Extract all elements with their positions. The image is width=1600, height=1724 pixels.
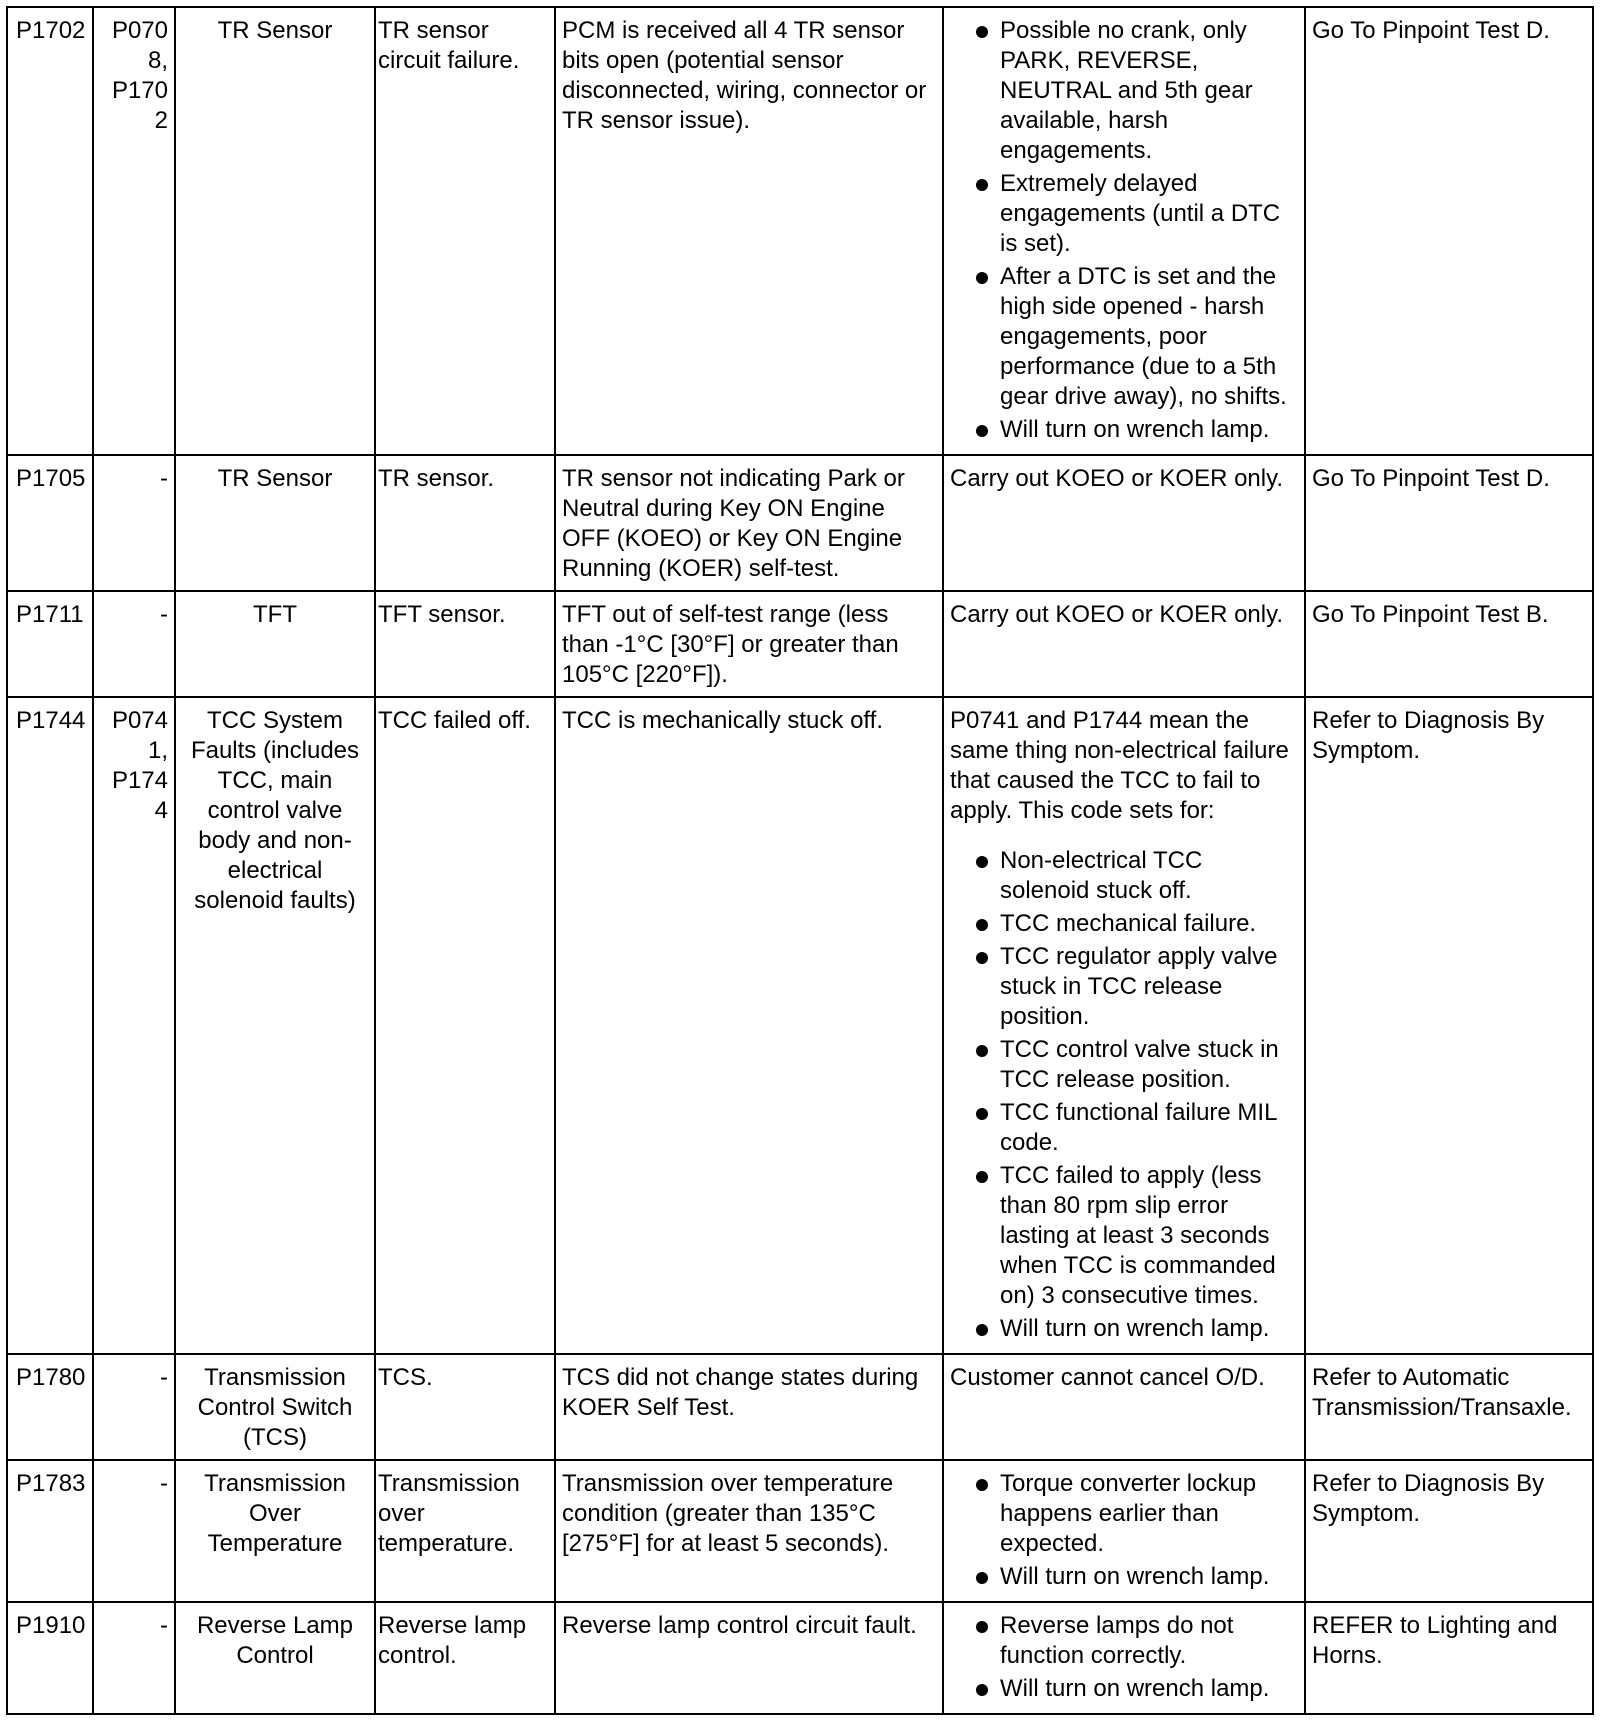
action-cell	[1305, 1460, 1593, 1602]
action-cell	[1305, 591, 1593, 697]
symptoms-list	[950, 1469, 1298, 1592]
component-cell	[175, 1460, 375, 1602]
symptom-item: Will turn on wrench lamp.	[950, 415, 1298, 445]
condition-cell	[555, 591, 943, 697]
component: TR Sensor	[217, 465, 333, 492]
dtc-table-body	[7, 7, 1593, 1714]
related-codes-cell	[93, 697, 175, 1354]
component-cell	[175, 1602, 375, 1714]
action-cell	[1305, 1602, 1593, 1714]
dtc-code-cell	[7, 1460, 93, 1602]
dtc-code: P1702	[16, 17, 86, 44]
condition: TR sensor not indicating Park or Neutral during Key ON Engine OFF (KOEO) or Key ON Engine Running (KOER) self-test.	[562, 465, 905, 582]
related-codes: -	[160, 1364, 168, 1391]
table-row	[7, 697, 1593, 1354]
description-cell	[375, 1602, 555, 1714]
related-codes-cell	[93, 7, 175, 455]
condition-cell	[555, 697, 943, 1354]
dtc-code-cell	[7, 7, 93, 455]
description: TFT sensor.	[378, 601, 506, 628]
action-cell	[1305, 1354, 1593, 1460]
description-cell	[375, 7, 555, 455]
symptom-item: TCC mechanical failure.	[950, 909, 1298, 939]
component: TR Sensor	[217, 17, 333, 44]
component-cell	[175, 591, 375, 697]
related-codes-cell	[93, 455, 175, 591]
component-cell	[175, 1354, 375, 1460]
symptoms-cell	[943, 1602, 1305, 1714]
component-cell	[175, 455, 375, 591]
action-cell	[1305, 455, 1593, 591]
symptoms-intro: Carry out KOEO or KOER only.	[950, 465, 1283, 492]
symptoms-list	[950, 1611, 1298, 1704]
symptoms-list	[950, 846, 1298, 1344]
action: REFER to Lighting and Horns.	[1312, 1612, 1558, 1669]
dtc-code-cell	[7, 697, 93, 1354]
table-row	[7, 7, 1593, 455]
condition: TCC is mechanically stuck off.	[562, 707, 883, 734]
related-codes-cell	[93, 591, 175, 697]
condition: PCM is received all 4 TR sensor bits open (potential sensor disconnected, wiring, connector or TR sensor issue).	[562, 17, 927, 134]
description-cell	[375, 1460, 555, 1602]
condition: TFT out of self-test range (less than -1°C [30°F] or greater than 105°C [220°F]).	[562, 601, 899, 688]
action: Refer to Diagnosis By Symptom.	[1312, 1470, 1545, 1527]
condition-cell	[555, 1602, 943, 1714]
related-codes-cell	[93, 1602, 175, 1714]
action: Refer to Diagnosis By Symptom.	[1312, 707, 1545, 764]
description-cell	[375, 697, 555, 1354]
action: Go To Pinpoint Test D.	[1312, 465, 1550, 492]
symptom-item: Will turn on wrench lamp.	[950, 1314, 1298, 1344]
symptoms-cell	[943, 7, 1305, 455]
component: Reverse Lamp Control	[196, 1612, 354, 1669]
condition: Reverse lamp control circuit fault.	[562, 1612, 917, 1639]
component: Transmission Over Temperature	[204, 1470, 346, 1557]
dtc-table	[6, 6, 1594, 1715]
condition: Transmission over temperature condition (greater than 135°C [275°F] for at least 5 seconds).	[562, 1470, 894, 1557]
symptoms-cell	[943, 1354, 1305, 1460]
action: Go To Pinpoint Test B.	[1312, 601, 1549, 628]
related-codes: -	[160, 1612, 168, 1639]
description: Transmission over temperature.	[378, 1470, 520, 1557]
description-cell	[375, 455, 555, 591]
symptom-item: Reverse lamps do not function correctly.	[950, 1611, 1298, 1671]
dtc-code: P1744	[16, 707, 86, 734]
table-row	[7, 455, 1593, 591]
symptom-item: Torque converter lockup happens earlier than expected.	[950, 1469, 1298, 1559]
condition: TCS did not change states during KOER Self Test.	[562, 1364, 919, 1421]
component-cell	[175, 7, 375, 455]
symptom-item: TCC failed to apply (less than 80 rpm slip error lasting at least 3 seconds when TCC is commanded on) 3 consecutive times.	[950, 1161, 1298, 1311]
action: Go To Pinpoint Test D.	[1312, 17, 1550, 44]
dtc-code-cell	[7, 591, 93, 697]
table-row	[7, 1602, 1593, 1714]
description: TCC failed off.	[378, 707, 531, 734]
symptoms-list	[950, 16, 1298, 445]
action-cell	[1305, 7, 1593, 455]
dtc-code-cell	[7, 455, 93, 591]
symptoms-cell	[943, 591, 1305, 697]
dtc-code-cell	[7, 1602, 93, 1714]
description: TCS.	[378, 1364, 433, 1391]
dtc-code-cell	[7, 1354, 93, 1460]
related-codes-cell	[93, 1460, 175, 1602]
component: Transmission Control Switch (TCS)	[197, 1364, 353, 1451]
symptom-item: Will turn on wrench lamp.	[950, 1674, 1298, 1704]
symptoms-cell	[943, 455, 1305, 591]
related-codes: P0708, P1702	[111, 17, 168, 134]
symptom-item: Will turn on wrench lamp.	[950, 1562, 1298, 1592]
symptom-item: TCC functional failure MIL code.	[950, 1098, 1298, 1158]
component-cell	[175, 697, 375, 1354]
dtc-code: P1711	[16, 601, 84, 628]
symptom-item: Possible no crank, only PARK, REVERSE, NEUTRAL and 5th gear available, harsh engagements.	[950, 16, 1298, 166]
action-cell	[1305, 697, 1593, 1354]
symptom-item: Non-electrical TCC solenoid stuck off.	[950, 846, 1298, 906]
component: TCC System Faults (includes TCC, main control valve body and non-electrical solenoid faults)	[190, 707, 360, 914]
related-codes: -	[160, 1470, 168, 1497]
description: TR sensor.	[378, 465, 495, 492]
condition-cell	[555, 1354, 943, 1460]
table-row	[7, 1354, 1593, 1460]
symptoms-intro: Customer cannot cancel O/D.	[950, 1364, 1265, 1391]
description: TR sensor circuit failure.	[378, 17, 520, 74]
description-cell	[375, 1354, 555, 1460]
symptom-item: Extremely delayed engagements (until a DTC is set).	[950, 169, 1298, 259]
condition-cell	[555, 1460, 943, 1602]
symptoms-intro: P0741 and P1744 mean the same thing non-electrical failure that caused the TCC to fail to apply. This code sets for:	[950, 707, 1289, 824]
description: Reverse lamp control.	[378, 1612, 527, 1669]
dtc-code: P1780	[16, 1364, 86, 1391]
dtc-code: P1783	[16, 1470, 86, 1497]
symptom-item: TCC control valve stuck in TCC release position.	[950, 1035, 1298, 1095]
symptoms-cell	[943, 1460, 1305, 1602]
table-row	[7, 591, 1593, 697]
symptoms-intro: Carry out KOEO or KOER only.	[950, 601, 1283, 628]
action: Refer to Automatic Transmission/Transaxle.	[1312, 1364, 1572, 1421]
condition-cell	[555, 7, 943, 455]
related-codes: -	[160, 601, 168, 628]
condition-cell	[555, 455, 943, 591]
related-codes: -	[160, 465, 168, 492]
dtc-code: P1910	[16, 1612, 86, 1639]
symptoms-cell	[943, 697, 1305, 1354]
symptom-item: TCC regulator apply valve stuck in TCC release position.	[950, 942, 1298, 1032]
component: TFT	[253, 601, 297, 628]
table-row	[7, 1460, 1593, 1602]
dtc-code: P1705	[16, 465, 86, 492]
description-cell	[375, 591, 555, 697]
related-codes-cell	[93, 1354, 175, 1460]
related-codes: P0741, P1744	[111, 707, 168, 824]
symptom-item: After a DTC is set and the high side opened - harsh engagements, poor performance (due to a 5th gear drive away), no shifts.	[950, 262, 1298, 412]
